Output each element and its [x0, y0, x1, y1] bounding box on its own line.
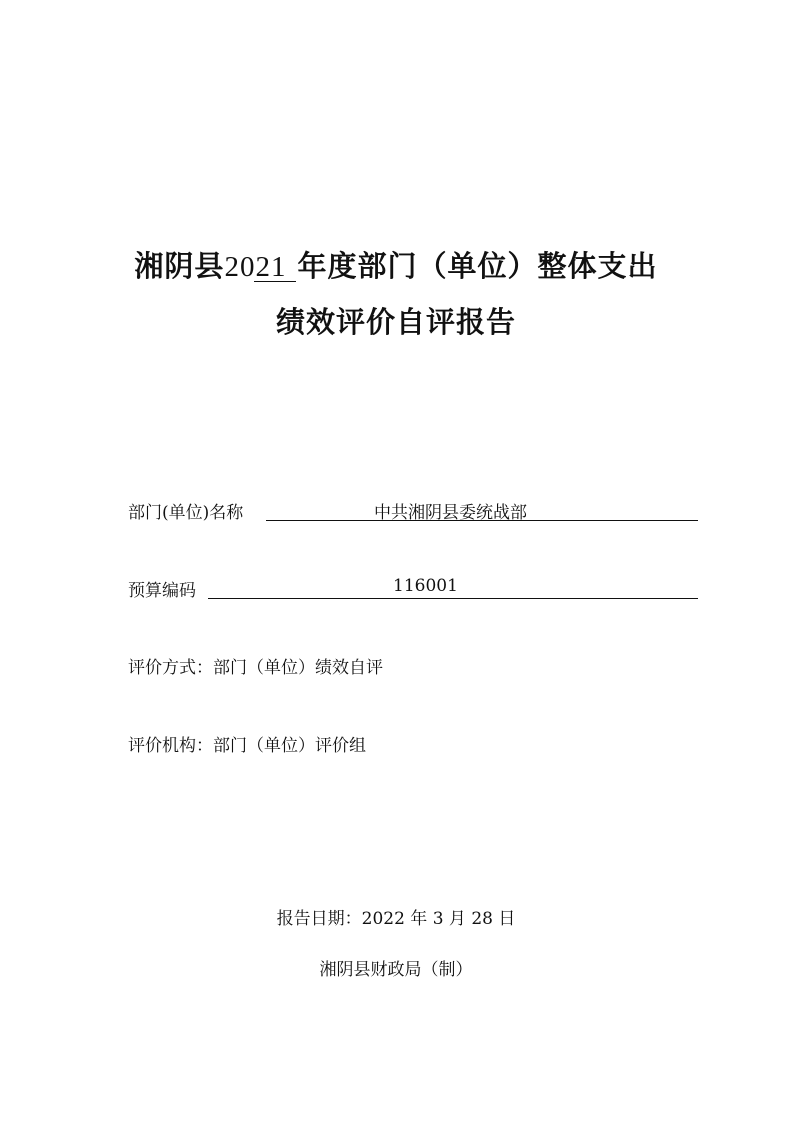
dept-name-line: [266, 498, 698, 521]
budget-code-field: [128, 576, 196, 601]
evaluation-method: 评价方式：部门（单位）绩效自评: [128, 658, 383, 678]
issuer: 湘阴县财政局（制）: [319, 960, 473, 980]
evaluation-organization: 评价机构：部门（单位）评价组: [128, 736, 366, 756]
budget-code-label: 预算编码: [128, 581, 196, 601]
report-date: 报告日期：2022 年 3 月 28 日: [276, 909, 516, 929]
report-title-line-1: [0, 244, 792, 285]
title-year: 2021: [224, 251, 286, 284]
title-county: 湘阴县: [134, 249, 225, 283]
title-rest: 年度部门（单位）整体支出: [297, 249, 658, 283]
dept-name-field: [128, 498, 243, 523]
dept-name-label: 部门(单位)名称: [128, 503, 244, 523]
dept-name-value: 中共湘阴县委统战部: [374, 503, 527, 523]
report-title-line-2: 绩效评价自评报告: [275, 305, 516, 339]
title-year-underline: [254, 281, 296, 282]
budget-code-line: [208, 576, 698, 599]
budget-code-value: 116001: [393, 576, 458, 596]
